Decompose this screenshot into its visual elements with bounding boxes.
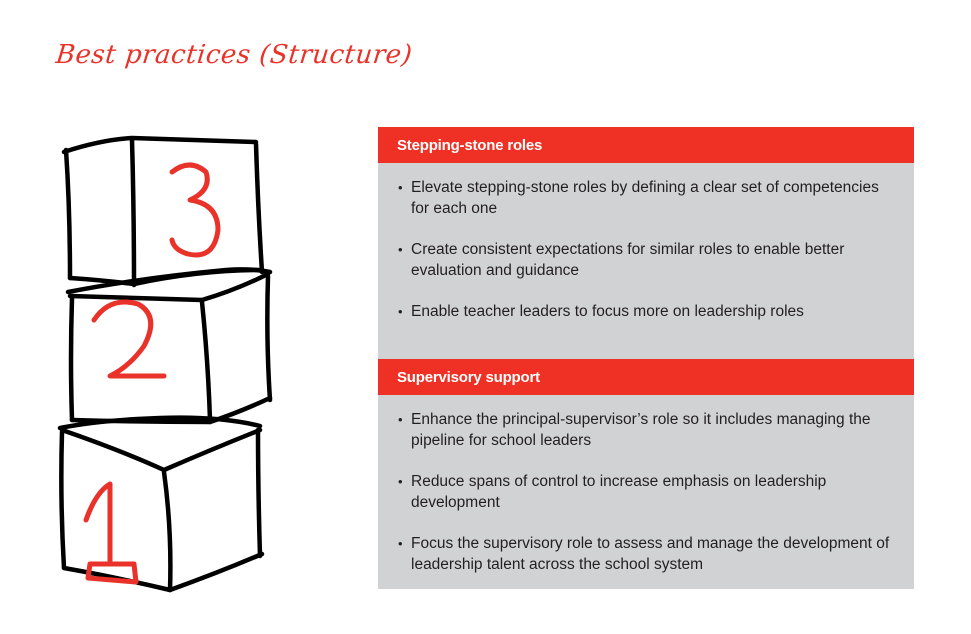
section-body [378, 395, 914, 589]
bullet-item: • Elevate stepping-stone roles by defining a clear set of competencies for each one [398, 177, 894, 219]
section-heading: Supervisory support [378, 359, 914, 395]
block-2 [68, 269, 270, 422]
bullet-item: • Create consistent expectations for similar roles to enable better evaluation and guidance [398, 239, 894, 281]
number-3-glyph [172, 165, 218, 255]
numbered-blocks-illustration [40, 120, 280, 600]
block-3 [64, 138, 262, 285]
bullet-item: • Enable teacher leaders to focus more on leadership roles [398, 301, 894, 322]
bullet-item: • Reduce spans of control to increase emphasis on leadership development [398, 471, 894, 513]
number-1-glyph [86, 484, 136, 582]
bullet-item: • Enhance the principal-supervisor’s role so it includes managing the pipeline for school leaders [398, 409, 894, 451]
section-stepping-stone-roles [378, 127, 914, 359]
number-2-glyph [94, 302, 164, 376]
page-title: Best practices (Structure) [54, 40, 414, 70]
section-supervisory-support [378, 359, 914, 589]
section-body [378, 163, 914, 359]
section-heading: Stepping-stone roles [378, 127, 914, 163]
bullet-item: • Focus the supervisory role to assess and manage the development of leadership talent across the school system [398, 533, 894, 575]
